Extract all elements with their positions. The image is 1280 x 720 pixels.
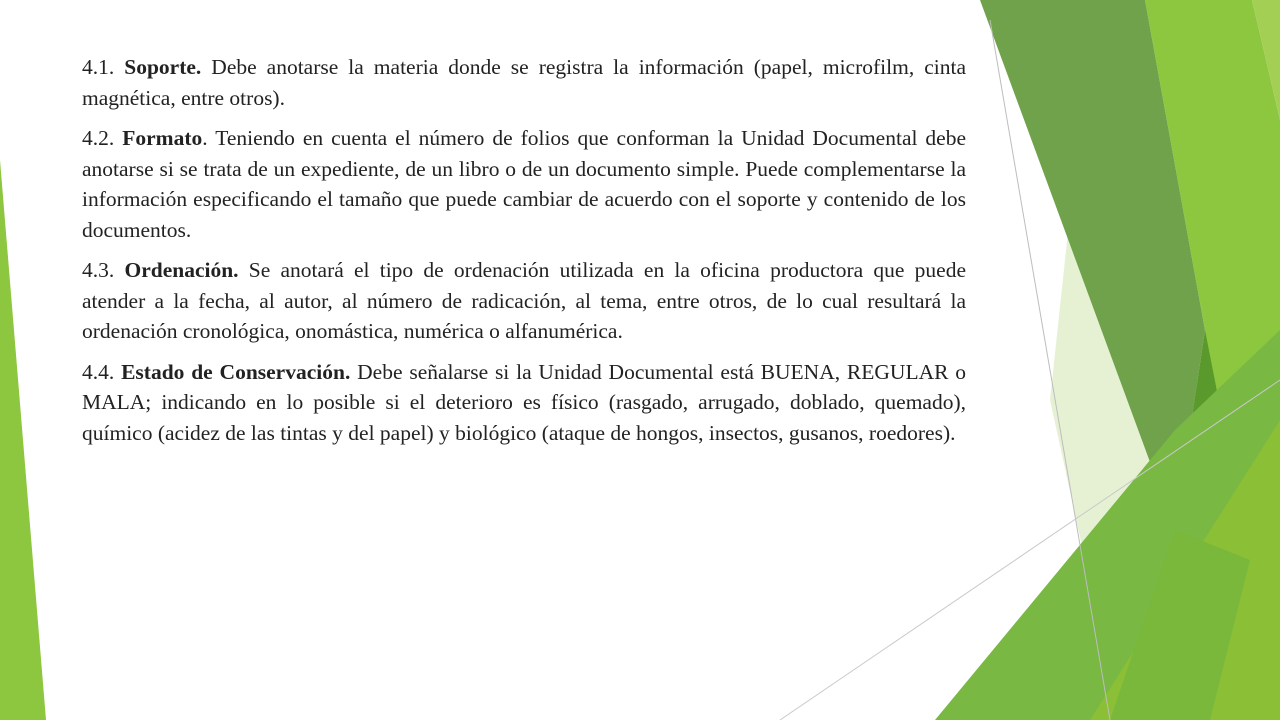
paragraph-estado-conservacion	[82, 357, 966, 449]
paragraph-heading: Soporte.	[124, 55, 202, 79]
paragraph-number: 4.1.	[82, 55, 115, 79]
paragraph-soporte	[82, 52, 966, 113]
slide-body	[82, 52, 966, 458]
paragraph-heading: Ordenación.	[124, 258, 239, 282]
paragraph-formato	[82, 123, 966, 245]
paragraph-text: Debe señalarse si la Unidad Documental está BUENA, REGULAR o MALA; indicando en lo posible si el deterioro es físico (rasgado, arrugado, doblado, quemado), químico (acidez de las tintas y del papel) y biológico (ataque de hongos, insectos, gusanos, roedores).	[82, 359, 967, 445]
paragraph-heading: Estado de Conservación.	[121, 359, 351, 384]
paragraph-ordenacion	[82, 255, 966, 347]
paragraph-text: Se anotará el tipo de ordenación utilizada en la oficina productora que puede atender a la fecha, al autor, al número de radicación, al tema, entre otros, de lo cual resultará la ordenación cronológica, onomástica, numérica o alfanumérica.	[82, 258, 967, 343]
paragraph-number: 4.3.	[82, 258, 115, 282]
paragraph-heading: Formato	[122, 126, 203, 150]
paragraph-number: 4.2.	[82, 126, 115, 150]
paragraph-number: 4.4.	[82, 359, 115, 384]
paragraph-text: . Teniendo en cuenta el número de folios que conforman la Unidad Documental debe anotarse si se trata de un expediente, de un libro o de un documento simple. Puede complementarse la información especificando el tamaño que puede cambiar de acuerdo con el soporte y contenido de los documentos.	[82, 126, 967, 242]
left-green-triangle	[0, 160, 46, 720]
paragraph-text: Debe anotarse la materia donde se registra la información (papel, microfilm, cinta magnética, entre otros).	[82, 55, 966, 110]
